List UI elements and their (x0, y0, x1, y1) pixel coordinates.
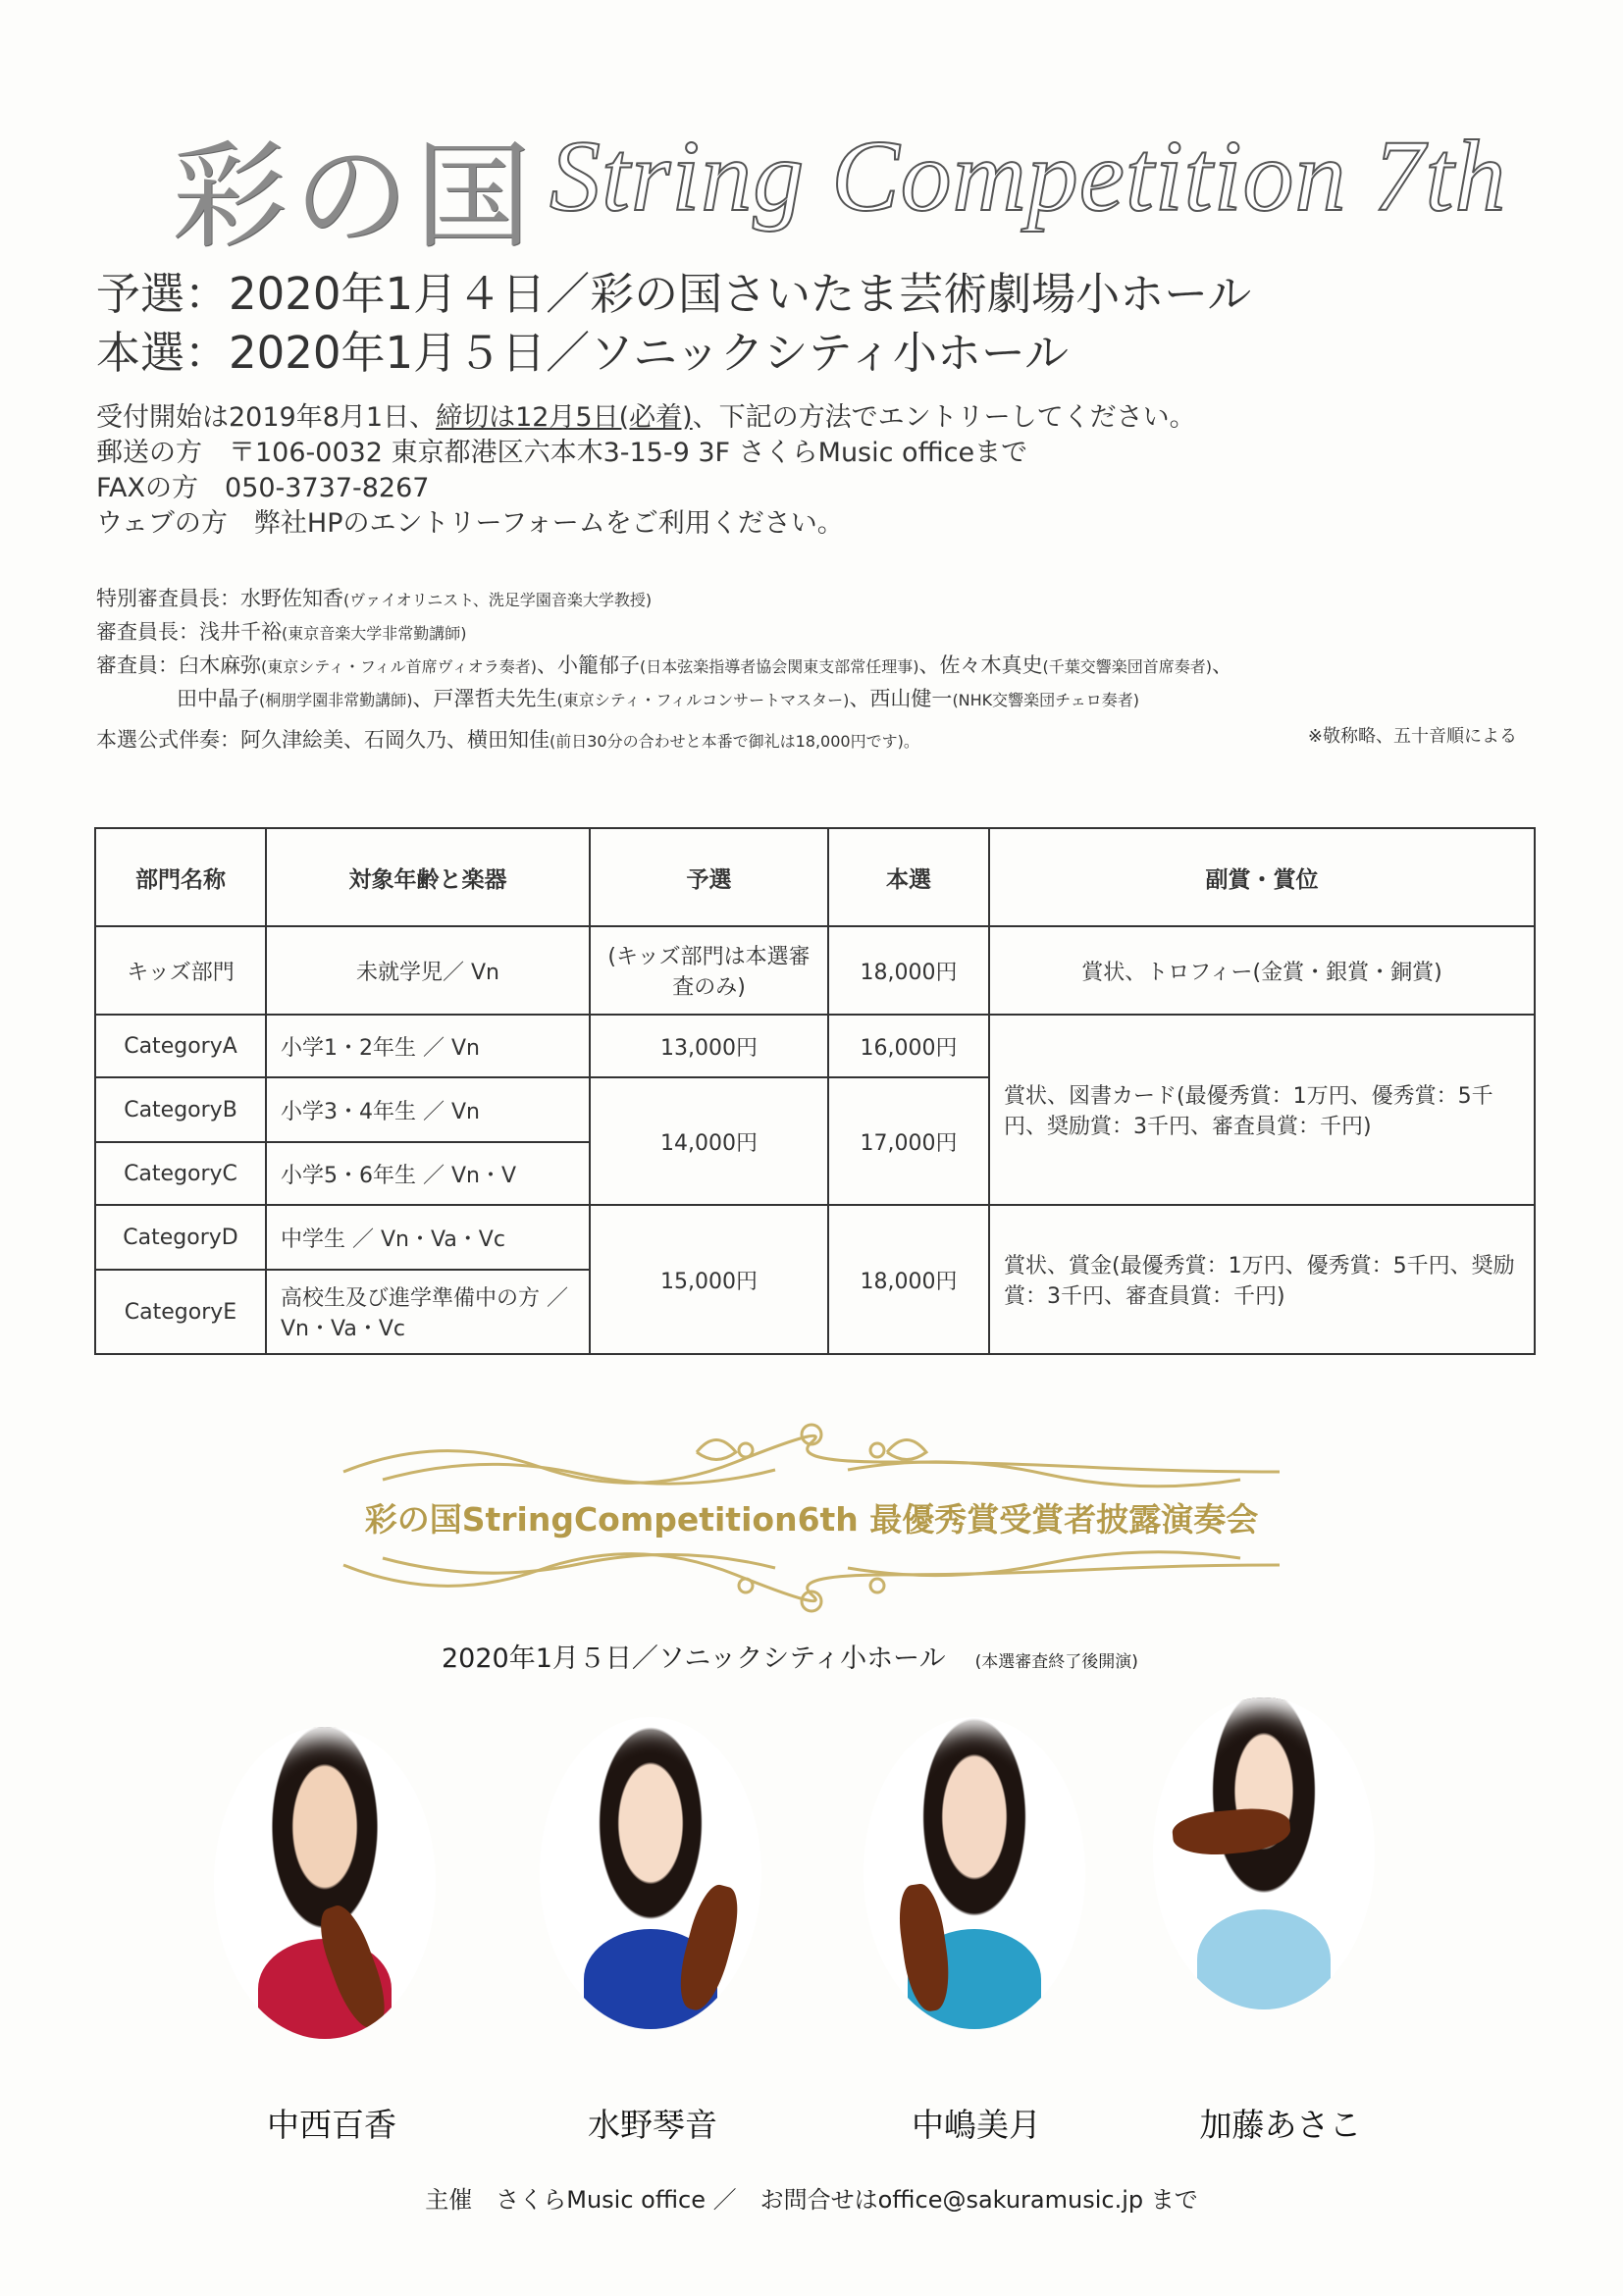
division-name: CategoryC (95, 1142, 266, 1205)
division-target: 小学5・6年生 ／ Vn・V (266, 1142, 590, 1205)
violin-icon (1171, 1805, 1291, 1858)
footer-contact: 主催 さくらMusic office ／ お問合せはoffice@sakuramusic.jp まで (425, 2186, 1198, 2214)
table-row (95, 1015, 1535, 1077)
prelim-fee: 14,000円 (590, 1077, 828, 1205)
judge-title: (千葉交響楽団首席奏者) (1042, 657, 1212, 676)
division-name: キッズ部門 (95, 926, 266, 1015)
accompanist-names: 本選公式伴奏：阿久津絵美、石岡久乃、横田知佳 (96, 728, 550, 752)
preliminary-date: 予選：2020年1月４日／彩の国さいたま芸術劇場小ホール (96, 268, 1252, 320)
division-target: 小学1・2年生 ／ Vn (266, 1015, 590, 1077)
performer-photo-1 (214, 1727, 436, 2039)
accompanist-fee: (前日30分の合わせと本番で御礼は18,000円です)。 (550, 732, 919, 751)
table-row (95, 926, 1535, 1015)
performer-photo-2 (540, 1717, 761, 2029)
final-fee: 18,000円 (828, 926, 989, 1015)
division-name: CategoryE (95, 1270, 266, 1354)
division-target: 未就学児／ Vn (266, 926, 590, 1015)
entry-instruction: 、下記の方法でエントリーしてください。 (692, 402, 1196, 433)
judges-list (96, 583, 1232, 757)
final-fee: 18,000円 (828, 1205, 989, 1354)
header-division: 部門名称 (95, 828, 266, 926)
performer-name-2: 水野琴音 (588, 2106, 717, 2144)
judge-name: 田中晶子 (177, 687, 259, 710)
division-name: CategoryB (95, 1077, 266, 1142)
chief-judge (96, 616, 1232, 650)
honorifics-note: ※敬称略、五十音順による (1307, 726, 1517, 747)
concert-title: 彩の国StringCompetition6th 最優秀賞受賞者披露演奏会 (364, 1500, 1259, 1539)
entry-web: ウェブの方 弊社HPのエントリーフォームをご利用ください。 (96, 508, 844, 539)
category-table (94, 827, 1536, 1355)
entry-period (96, 400, 1196, 436)
performer-photo-3 (864, 1717, 1085, 2029)
special-chief-judge (96, 583, 1232, 616)
judge-name: 、西山健一 (849, 687, 953, 710)
judge-title: (桐朋学園非常勤講師) (259, 691, 413, 709)
judge-name: 、小籠郁子 (536, 653, 640, 677)
concert-date-text: 2020年1月５日／ソニックシティ小ホール (442, 1644, 946, 1674)
division-name: CategoryD (95, 1205, 266, 1270)
judge-title: (日本弦楽指導者協会関東支部常任理事) (639, 657, 919, 676)
violin-icon (894, 1882, 955, 2014)
judge-title: (東京音楽大学非常勤講師) (282, 624, 467, 643)
division-target: 中学生 ／ Vn・Va・Vc (266, 1205, 590, 1270)
dress (1197, 1909, 1331, 2009)
judge-name: 、戸澤哲夫先生 (412, 687, 557, 710)
judge-title: (東京シティ・フィル首席ヴィオラ奏者) (261, 657, 537, 676)
prelim-fee: (キッズ部門は本選審査のみ) (590, 926, 828, 1015)
table-row (95, 1205, 1535, 1270)
accompanists (96, 724, 1232, 757)
entry-mail: 郵送の方 〒106-0032 東京都港区六本木3-15-9 3F さくらMusic officeまで (96, 438, 1028, 468)
header-prelim: 予選 (590, 828, 828, 926)
performer-name-4: 加藤あさこ (1199, 2106, 1362, 2144)
final-fee: 17,000円 (828, 1077, 989, 1205)
judge-title: (NHK交響楽団チェロ奏者) (952, 691, 1139, 709)
judges-row-1 (96, 650, 1232, 683)
division-target: 高校生及び進学準備中の方 ／ Vn・Va・Vc (266, 1270, 590, 1354)
competition-dates (96, 265, 1251, 383)
entry-deadline: 締切は12月5日(必着) (436, 402, 693, 433)
title-english: String Competition 7th (550, 120, 1507, 233)
judge-title: (ヴァイオリニスト、洗足学園音楽大学教授) (343, 591, 653, 609)
prize: 賞状、トロフィー(金賞・銀賞・銅賞) (989, 926, 1535, 1015)
header-prize: 副賞・賞位 (989, 828, 1535, 926)
ornament-bottom-icon (324, 1550, 1299, 1619)
final-fee: 16,000円 (828, 1015, 989, 1077)
concert-note: (本選審査終了後開演) (974, 1652, 1138, 1672)
entry-fax: FAXの方 050-3737-8267 (96, 473, 430, 503)
judge-name: 審査員長：浅井千裕 (96, 620, 282, 644)
division-target: 小学3・4年生 ／ Vn (266, 1077, 590, 1142)
header-target: 対象年齢と楽器 (266, 828, 590, 926)
entry-start: 受付開始は2019年8月1日、 (96, 402, 437, 433)
judge-name: 、佐々木真史 (918, 653, 1043, 677)
table-header-row (95, 828, 1535, 926)
ornament-top-icon (324, 1413, 1299, 1491)
final-date: 本選：2020年1月５日／ソニックシティ小ホール (96, 327, 1069, 379)
judge-title: (東京シティ・フィルコンサートマスター) (556, 691, 850, 709)
performer-name-1: 中西百香 (267, 2106, 396, 2144)
judge-name: 審査員：臼木麻弥 (96, 653, 261, 677)
separator: 、 (1211, 653, 1232, 677)
performer-photo-4 (1153, 1697, 1375, 2009)
prize: 賞状、図書カード(最優秀賞：1万円、優秀賞：5千円、奨励賞：3千円、審査員賞：千円) (989, 1015, 1535, 1205)
prelim-fee: 15,000円 (590, 1205, 828, 1354)
prize: 賞状、賞金(最優秀賞：1万円、優秀賞：5千円、奨励賞：3千円、審査員賞：千円) (989, 1205, 1535, 1354)
judge-name: 特別審査員長：水野佐知香 (96, 587, 343, 610)
performer-name-3: 中嶋美月 (912, 2106, 1041, 2144)
header-final: 本選 (828, 828, 989, 926)
division-name: CategoryA (95, 1015, 266, 1077)
entry-info (96, 400, 1196, 542)
title-japanese: 彩の国 (172, 129, 538, 264)
prelim-fee: 13,000円 (590, 1015, 828, 1077)
judges-row-2 (96, 683, 1232, 716)
concert-date (442, 1637, 1138, 1675)
